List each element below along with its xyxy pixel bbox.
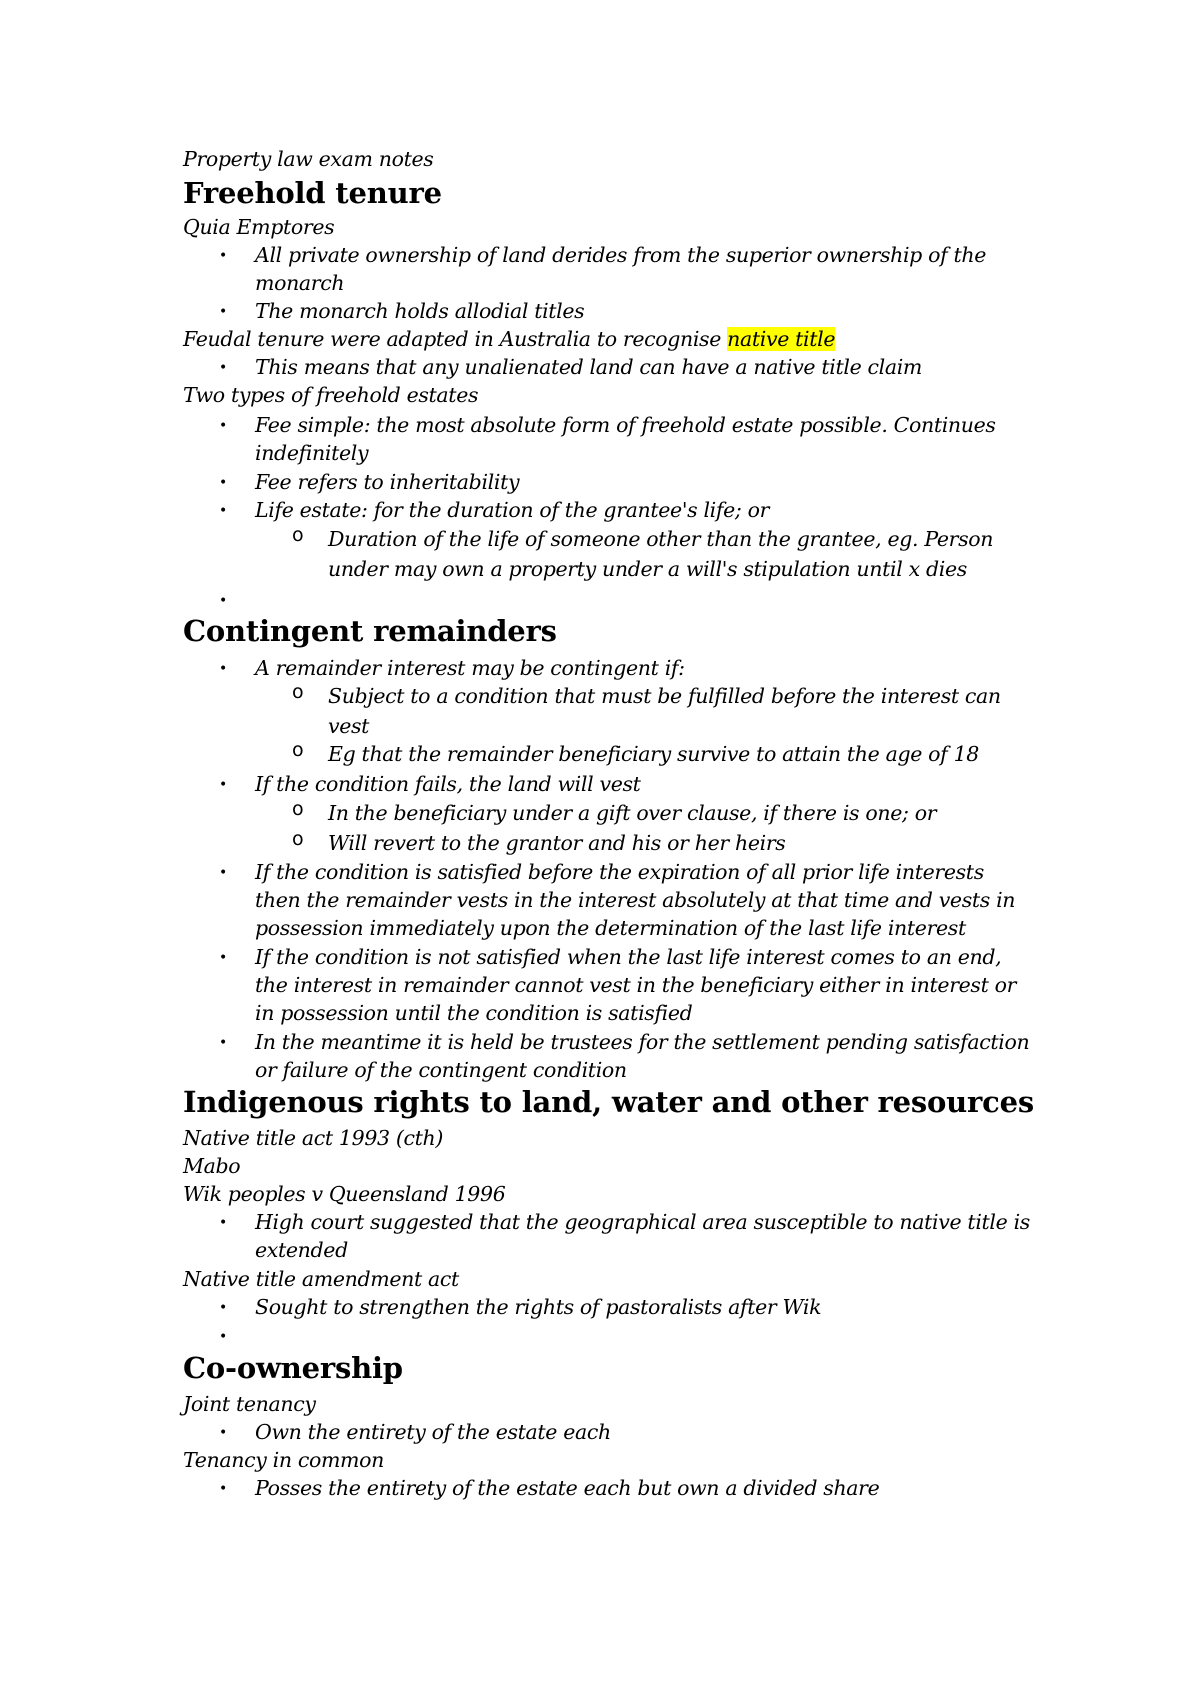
- bullet-marker: •: [219, 1215, 228, 1231]
- sub-list-item-continuation: under may own a property under a will's stipulation until x dies: [328, 557, 967, 581]
- sub-list-item: Subject to a condition that must be fulfilled before the interest can: [328, 684, 1001, 708]
- list-item-continuation: indefinitely: [255, 441, 369, 465]
- bullet-marker: •: [219, 1425, 228, 1441]
- list-item: In the meantime it is held be trustees for the settlement pending satisfaction: [255, 1030, 1030, 1054]
- bullet-marker: •: [219, 360, 228, 376]
- list-item: If the condition is not satisfied when the last life interest comes to an end,: [255, 945, 1002, 969]
- paragraph-text: Feudal tenure were adapted in Australia to recognise: [183, 327, 728, 351]
- bullet-marker: •: [219, 950, 228, 966]
- sub-bullet-marker: o: [292, 681, 304, 703]
- sub-list-item: Eg that the remainder beneficiary survive to attain the age of 18: [328, 742, 979, 766]
- bullet-marker: •: [219, 248, 228, 264]
- highlighted-term: native title: [727, 327, 836, 351]
- bullet-marker: •: [219, 1035, 228, 1051]
- list-item: Sought to strengthen the rights of pastoralists after Wik: [255, 1295, 822, 1319]
- list-item: A remainder interest may be contingent if:: [255, 656, 685, 680]
- paragraph-feudal-tenure: [183, 327, 835, 351]
- bullet-marker: •: [219, 593, 228, 609]
- paragraph: Native title amendment act: [183, 1267, 459, 1291]
- heading-co-ownership: Co-ownership: [183, 1351, 403, 1385]
- list-item-continuation: monarch: [255, 271, 345, 295]
- heading-indigenous-rights: Indigenous rights to land, water and other resources: [183, 1085, 1034, 1119]
- list-item: The monarch holds allodial titles: [255, 299, 585, 323]
- bullet-marker: •: [219, 418, 228, 434]
- bullet-marker: •: [219, 865, 228, 881]
- list-item-continuation: possession immediately upon the determination of the last life interest: [255, 916, 966, 940]
- list-item: If the condition fails, the land will vest: [255, 772, 641, 796]
- list-item: Posses the entirety of the estate each but own a divided share: [255, 1476, 880, 1500]
- list-item: All private ownership of land derides from the superior ownership of the: [255, 243, 987, 267]
- paragraph: Tenancy in common: [183, 1448, 384, 1472]
- paragraph: Joint tenancy: [183, 1392, 316, 1416]
- subheading-quia-emptores: Quia Emptores: [183, 215, 335, 239]
- subheading-freehold-estates: Two types of freehold estates: [183, 383, 479, 407]
- bullet-marker: •: [219, 661, 228, 677]
- list-item-continuation: then the remainder vests in the interest absolutely at that time and vests in: [255, 888, 1016, 912]
- list-item: This means that any unalienated land can have a native title claim: [255, 355, 923, 379]
- list-item: If the condition is satisfied before the expiration of all prior life interests: [255, 860, 984, 884]
- list-item-continuation: in possession until the condition is satisfied: [255, 1001, 693, 1025]
- sub-bullet-marker: o: [292, 798, 304, 820]
- paragraph: Native title act 1993 (cth): [183, 1126, 444, 1150]
- heading-freehold-tenure: Freehold tenure: [183, 176, 442, 210]
- paragraph: Mabo: [183, 1154, 241, 1178]
- sub-list-item-continuation: vest: [328, 714, 370, 738]
- list-item-continuation: extended: [255, 1238, 348, 1262]
- bullet-marker: •: [219, 304, 228, 320]
- list-item: Fee refers to inheritability: [255, 470, 520, 494]
- list-item: Own the entirety of the estate each: [255, 1420, 611, 1444]
- list-item-continuation: or failure of the contingent condition: [255, 1058, 627, 1082]
- bullet-marker: •: [219, 777, 228, 793]
- list-item-continuation: the interest in remainder cannot vest in the beneficiary either in interest or: [255, 973, 1017, 997]
- sub-list-item: Duration of the life of someone other than the grantee, eg. Person: [328, 527, 994, 551]
- bullet-marker: •: [219, 1329, 228, 1345]
- sub-list-item: In the beneficiary under a gift over clause, if there is one; or: [328, 801, 937, 825]
- paragraph: Wik peoples v Queensland 1996: [183, 1182, 506, 1206]
- bullet-marker: •: [219, 503, 228, 519]
- sub-bullet-marker: o: [292, 828, 304, 850]
- sub-bullet-marker: o: [292, 524, 304, 546]
- bullet-marker: •: [219, 475, 228, 491]
- doc-title: Property law exam notes: [183, 147, 434, 171]
- list-item: Life estate: for the duration of the grantee's life; or: [255, 498, 770, 522]
- heading-contingent-remainders: Contingent remainders: [183, 614, 557, 648]
- list-item: High court suggested that the geographical area susceptible to native title is: [255, 1210, 1030, 1234]
- list-item: Fee simple: the most absolute form of freehold estate possible. Continues: [255, 413, 996, 437]
- sub-list-item: Will revert to the grantor and his or her heirs: [328, 831, 786, 855]
- bullet-marker: •: [219, 1481, 228, 1497]
- bullet-marker: •: [219, 1300, 228, 1316]
- sub-bullet-marker: o: [292, 739, 304, 761]
